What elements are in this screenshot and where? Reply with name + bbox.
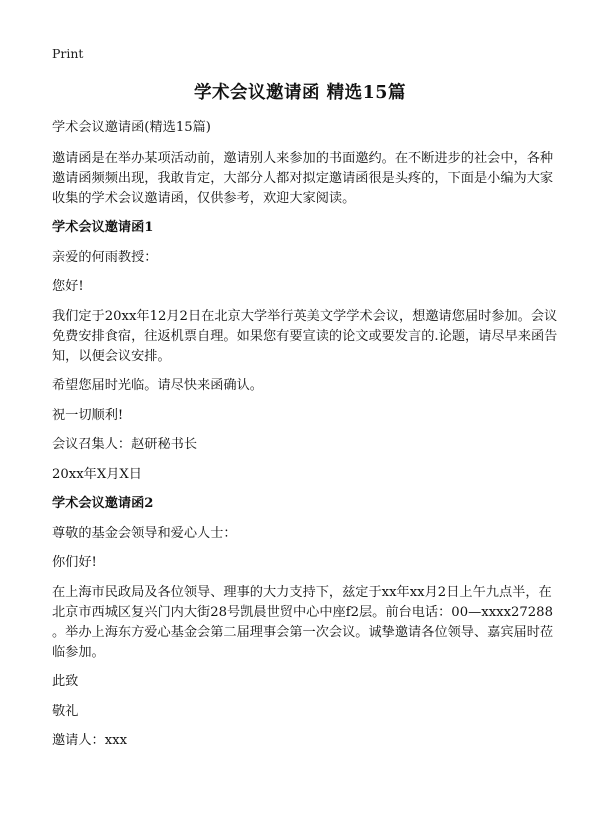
letter-signature: 会议召集人：赵研秘书长 bbox=[52, 437, 198, 452]
print-link[interactable]: Print bbox=[52, 46, 84, 61]
intro-paragraph: 邀请函是在举办某项活动前，邀请别人来参加的书面邀约。在不断进步的社会中，各种邀请函频频出现，我敢肯定，大部分人都对拟定邀请函很是头疼的，下面是小编为大家收集的学术会议邀请函，仅供参考，欢迎大家阅读。 bbox=[52, 151, 554, 206]
letter-closing: 此致 bbox=[52, 674, 79, 689]
document-subtitle: 学术会议邀请函(精选15篇) bbox=[52, 120, 211, 135]
letter-heading: 学术会议邀请函1 bbox=[52, 220, 154, 235]
letter-closing: 敬礼 bbox=[52, 703, 79, 719]
letter-greeting: 您好! bbox=[52, 279, 84, 294]
letter-body-paragraph: 我们定于20xx年12月2日在北京大学举行英美文学学术会议，想邀请您届时参加。会议免费安排食宿，往返机票自理。如果您有要宣读的论文或要发言的.论题，请尽早来函告知，以便会议安排。 bbox=[52, 308, 558, 364]
letter-signature: 邀请人：xxx bbox=[52, 733, 128, 748]
letter-heading: 学术会议邀请函2 bbox=[52, 496, 154, 511]
document-body bbox=[52, 118, 564, 761]
letter-date: 20xx年X月X日 bbox=[52, 466, 142, 482]
letter-closing: 祝一切顺利! bbox=[52, 407, 124, 423]
letter-salutation: 尊敬的基金会领导和爱心人士： bbox=[52, 525, 237, 541]
letter-salutation: 亲爱的何雨教授： bbox=[52, 249, 158, 265]
letter-body-paragraph: 希望您届时光临。请尽快来函确认。 bbox=[52, 378, 263, 393]
letter-1 bbox=[52, 218, 564, 485]
letter-greeting: 你们好! bbox=[52, 555, 97, 570]
letter-body-paragraph: 在上海市民政局及各位领导、理事的大力支持下，兹定于xx年xx月2日上午九点半，在北京市西城区复兴门内大街28号凯晨世贸中心中座f2层。前台电话：00—xxxx27288 。举办上海东方爱心基金会第二届理事会第一次会议。诚挚邀请各位领导、嘉宾届时莅临参加。 bbox=[52, 584, 554, 660]
letter-2 bbox=[52, 494, 564, 751]
page-title: 学术会议邀请函 精选15篇 bbox=[194, 83, 406, 103]
